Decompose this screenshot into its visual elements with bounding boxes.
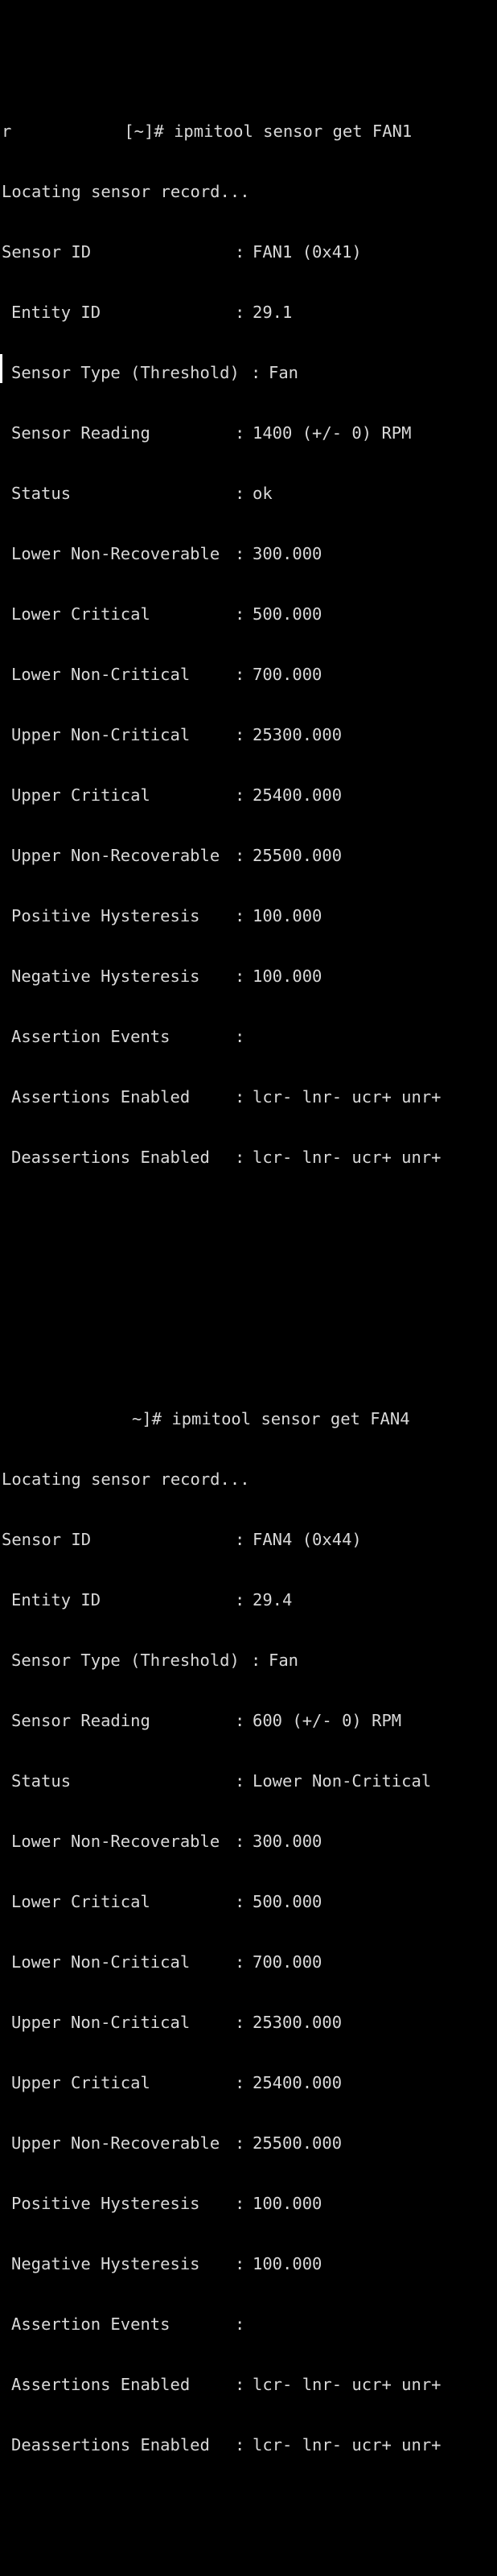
field-row-entity-id: Entity ID : 29.1 — [0, 303, 497, 323]
field-label: Negative Hysteresis — [11, 2254, 200, 2273]
field-value: 500.000 — [253, 604, 322, 624]
field-row: Negative Hysteresis : 100.000 — [0, 967, 497, 987]
field-row: Upper Non-Recoverable : 25500.000 — [0, 2133, 497, 2154]
field-label: Entity ID — [11, 303, 101, 322]
command-text: ipmitool sensor get FAN1 — [174, 122, 413, 141]
field-label: Sensor Reading — [11, 1711, 150, 1730]
field-value: FAN4 (0x44) — [253, 1530, 362, 1549]
field-label: Positive Hysteresis — [11, 906, 200, 925]
field-row: Upper Critical : 25400.000 — [0, 785, 497, 806]
field-label: Sensor Type (Threshold) — [11, 1651, 240, 1670]
field-label: Upper Non-Recoverable — [11, 2133, 220, 2153]
left-edge-bar — [0, 354, 2, 383]
field-value: 100.000 — [253, 2254, 322, 2273]
field-value: lcr- lnr- ucr+ unr+ — [253, 1148, 442, 1167]
prompt-prefix: r — [2, 122, 12, 141]
field-row-sensor-id: Sensor ID : FAN1 (0x41) — [0, 242, 497, 262]
field-label: Lower Critical — [11, 1892, 150, 1911]
field-value: 25300.000 — [253, 2013, 343, 2032]
field-value: 25500.000 — [253, 2133, 343, 2153]
field-value: ok — [253, 484, 273, 503]
field-row: Positive Hysteresis : 100.000 — [0, 2194, 497, 2214]
field-label: Upper Non-Critical — [11, 725, 191, 744]
field-row-sensor-type: Sensor Type (Threshold) : Fan — [0, 1651, 497, 1671]
field-row: Status : Lower Non-Critical — [0, 1771, 497, 1791]
field-value: Fan — [269, 1651, 299, 1670]
field-value: 25400.000 — [253, 2073, 343, 2092]
field-label: Upper Non-Critical — [11, 2013, 191, 2032]
field-value — [253, 2314, 497, 2335]
field-label: Lower Non-Recoverable — [11, 544, 220, 563]
field-value: 1400 (+/- 0) RPM — [253, 423, 412, 443]
field-row-sensor-id: Sensor ID : FAN4 (0x44) — [0, 1530, 497, 1550]
field-label: Sensor Type (Threshold) — [11, 363, 240, 382]
field-label: Upper Critical — [11, 2073, 150, 2092]
field-value: FAN1 (0x41) — [253, 242, 362, 262]
field-value: 300.000 — [253, 1832, 322, 1851]
field-label: Lower Non-Critical — [11, 1952, 191, 1972]
field-value: lcr- lnr- ucr+ unr+ — [253, 1087, 442, 1107]
field-value: lcr- lnr- ucr+ unr+ — [253, 2435, 442, 2454]
command-text: ipmitool sensor get FAN4 — [171, 1409, 410, 1428]
field-value: Fan — [269, 363, 299, 382]
field-row: Positive Hysteresis : 100.000 — [0, 906, 497, 926]
field-value: 100.000 — [253, 906, 322, 925]
field-row-entity-id: Entity ID : 29.4 — [0, 1590, 497, 1610]
field-value: 300.000 — [253, 544, 322, 563]
field-label: Assertions Enabled — [11, 1087, 191, 1107]
output-block-fan1 — [0, 81, 497, 1208]
field-label: Lower Non-Recoverable — [11, 1832, 220, 1851]
field-value: 29.4 — [253, 1590, 293, 1609]
field-row: Upper Non-Recoverable : 25500.000 — [0, 846, 497, 866]
field-row: Assertion Events : — [0, 2314, 497, 2335]
field-value: 700.000 — [253, 1952, 322, 1972]
field-row: Assertion Events : — [0, 1027, 497, 1047]
field-row: Lower Critical : 500.000 — [0, 1892, 497, 1912]
prompt-suffix: [~]# — [124, 122, 175, 141]
field-row: Assertions Enabled : lcr- lnr- ucr+ unr+ — [0, 2375, 497, 2395]
field-value: 600 (+/- 0) RPM — [253, 1711, 402, 1730]
field-value: 25400.000 — [253, 785, 343, 805]
field-label: Sensor ID — [2, 1530, 92, 1549]
field-label: Status — [11, 484, 72, 503]
output-block-fan4 — [0, 1369, 497, 2496]
field-label: Entity ID — [11, 1590, 101, 1609]
field-row: Lower Non-Critical : 700.000 — [0, 665, 497, 685]
field-label: Lower Critical — [11, 604, 150, 624]
locating-line: Locating sensor record... — [2, 182, 250, 201]
field-label: Assertion Events — [11, 1027, 170, 1046]
field-row: Upper Non-Critical : 25300.000 — [0, 2013, 497, 2033]
blank-line — [0, 1268, 497, 1288]
field-label: Positive Hysteresis — [11, 2194, 200, 2213]
field-row: Sensor Reading : 1400 (+/- 0) RPM — [0, 423, 497, 443]
field-row: Lower Non-Recoverable : 300.000 — [0, 1832, 497, 1852]
field-value: 25500.000 — [253, 846, 343, 865]
field-label: Status — [11, 1771, 72, 1791]
field-row: Lower Critical : 500.000 — [0, 604, 497, 624]
prompt-line — [0, 1409, 497, 1429]
field-label: Deassertions Enabled — [11, 1148, 210, 1167]
prompt-line — [0, 122, 497, 142]
field-value: 25300.000 — [253, 725, 343, 744]
field-value: Lower Non-Critical — [253, 1771, 432, 1791]
field-label: Assertions Enabled — [11, 2375, 191, 2394]
field-row: Assertions Enabled : lcr- lnr- ucr+ unr+ — [0, 1087, 497, 1107]
field-row: Sensor Reading : 600 (+/- 0) RPM — [0, 1711, 497, 1731]
locating-line: Locating sensor record... — [2, 1469, 250, 1489]
field-label: Sensor ID — [2, 242, 92, 262]
field-value: lcr- lnr- ucr+ unr+ — [253, 2375, 442, 2394]
field-row: Deassertions Enabled : lcr- lnr- ucr+ unr+ — [0, 1148, 497, 1168]
field-value: 29.1 — [253, 303, 293, 322]
field-label: Upper Critical — [11, 785, 150, 805]
field-row: Upper Critical : 25400.000 — [0, 2073, 497, 2093]
field-label: Negative Hysteresis — [11, 967, 200, 986]
field-row: Deassertions Enabled : lcr- lnr- ucr+ unr+ — [0, 2435, 497, 2455]
field-value: 100.000 — [253, 967, 322, 986]
field-row: Status : ok — [0, 484, 497, 504]
field-row: Lower Non-Recoverable : 300.000 — [0, 544, 497, 564]
field-label: Sensor Reading — [11, 423, 150, 443]
field-value — [253, 1027, 497, 1047]
field-row-sensor-type: Sensor Type (Threshold) : Fan — [0, 363, 497, 383]
field-label: Deassertions Enabled — [11, 2435, 210, 2454]
field-label: Lower Non-Critical — [11, 665, 191, 684]
field-row: Lower Non-Critical : 700.000 — [0, 1952, 497, 1972]
field-label: Upper Non-Recoverable — [11, 846, 220, 865]
field-row: Negative Hysteresis : 100.000 — [0, 2254, 497, 2274]
field-label: Assertion Events — [11, 2314, 170, 2334]
field-value: 700.000 — [253, 665, 322, 684]
prompt-suffix: ~]# — [132, 1409, 172, 1428]
field-value: 100.000 — [253, 2194, 322, 2213]
field-row: Upper Non-Critical : 25300.000 — [0, 725, 497, 745]
field-value: 500.000 — [253, 1892, 322, 1911]
